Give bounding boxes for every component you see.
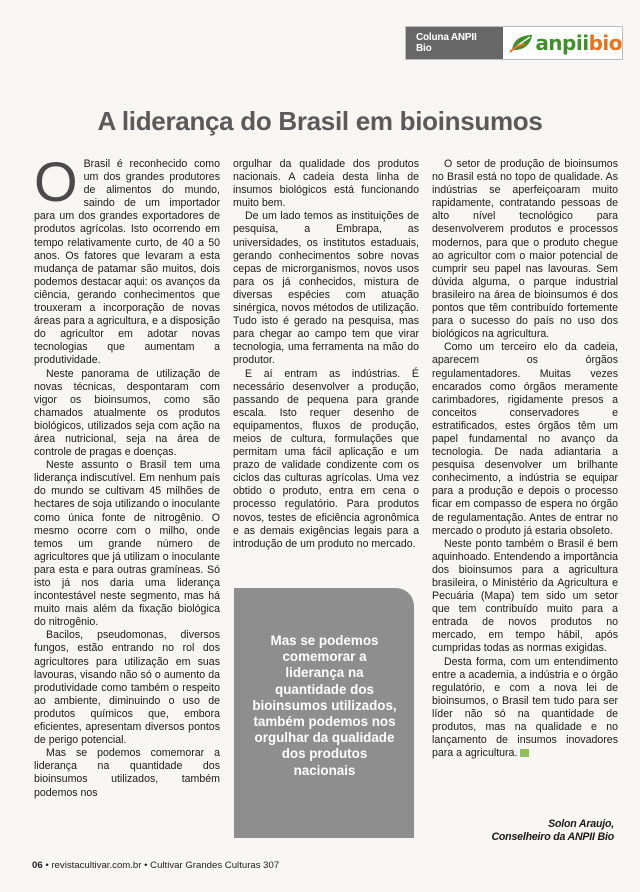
paragraph-text: Desta forma, com um entendimento entre a academia, a indústria e o órgão regulatório, e com a nova lei de bioinsumos, o Brasil tem tudo para ser líder não só na quantidade de produtos, mas na qualidade e no lançamento de insumos inovadores para a agricultura. <box>432 655 618 760</box>
paragraph: O setor de produção de bioinsumos no Brasil está no topo de qualidade. As indústrias se aperfeiçoaram muito rapidamente, contratando pessoas de alto nível tecnológico para desenvolverem produtos e processos modernos, para que o produto chegue ao agricultor com o maior potencial de cumprir seu papel nas lavouras. Sem dúvida alguma, o parque industrial brasileiro na área de bioinsumos é dos pontos que têm contribuído fortemente para o sucesso do país no uso dos biológicos na agricultura. <box>432 158 618 341</box>
drop-cap: O <box>34 150 78 213</box>
author-role: Conselheiro da ANPII Bio <box>491 831 614 843</box>
logo-text-anpii: anpii <box>535 31 589 55</box>
end-of-article-icon <box>520 749 529 757</box>
article-title: A liderança do Brasil em bioinsumos <box>97 106 543 136</box>
column-header <box>405 26 623 60</box>
author-signature <box>491 818 614 844</box>
paragraph <box>34 150 220 368</box>
paragraph: orgulhar da qualidade dos produtos nacionais. A cadeia desta linha de insumos biológicos está funcionando muito bem. <box>233 158 419 210</box>
paragraph: Mas se podemos comemorar a liderança na quantidade dos bioinsumos utilizados, também podemos nos <box>34 747 220 799</box>
logo-text-bio: bio <box>588 31 622 55</box>
paragraph: Neste assunto o Brasil tem uma liderança indiscutível. Em nenhum país do mundo se cultivam 45 milhões de hectares de soja utilizando o inoculante como única fonte de nitrogênio. O mesmo ocorre com o milho, onde temos um grande número de agricultores que já utilizam o inoculante para esta e para outras gramíneas. Só isto já nos daria uma liderança incontestável neste segmento, mas há muito mais além da fixação biológica do nitrogênio. <box>34 459 220 629</box>
pull-quote: Mas se podemos comemorar a liderança na quantidade dos bioinsumos utilizados, também podemos nos orgulhar da qualidade dos produtos nacionais <box>252 633 397 778</box>
footer-text: • revistacultivar.com.br • Cultivar Grandes Culturas 307 <box>42 860 280 871</box>
author-name: Solon Araujo, <box>548 818 614 830</box>
paragraph: Bacilos, pseudomonas, diversos fungos, estão entrando no rol dos agricultores para utilização em suas lavouras, visando não só o aumento da produtividade como também o respeito ao ambiente, diminuindo o uso de produtos químicos que, embora eficientes, apresentam diversos pontos de perigo potencial. <box>34 629 220 747</box>
article-column-3 <box>432 158 618 760</box>
article-column-1 <box>34 150 220 800</box>
anpii-bio-logo <box>503 27 622 59</box>
paragraph: Neste panorama de utilização de novas técnicas, despontaram com vigor os bioinsumos, como são chamados atualmente os produtos biológicos, utilizados seja com ação na área nutricional, seja na área de controle de pragas e doenças. <box>34 367 220 459</box>
article-column-2 <box>233 158 419 551</box>
paragraph: De um lado temos as instituições de pesquisa, a Embrapa, as universidades, os institutos estaduais, gerando conhecimentos sobre novas cepas de microrganismos, novos usos para os já conhecidos, mistura de diversas espécies com atuação sinérgica, novos métodos de utilização. Tudo isto é gerado na pesquisa, mas para chegar ao campo tem que virar tecnologia, uma ferramenta na mão do produtor. <box>233 210 419 367</box>
paragraph: E aí entram as indústrias. É necessário desenvolver a produção, passando de pequena para grande escala. Isto requer desenho de equipamentos, fluxos de produção, meios de cultura, formulações que permitam uma fácil aplicação e um prazo de validade condizente com os ciclos das culturas agrícolas. Uma vez obtido o produto, entra em cena o processo regulatório. Para produtos novos, testes de eficiência agronômica e as demais exigências legais para a introdução de um produto no mercado. <box>233 367 419 550</box>
paragraph-text: Brasil é reconhecido como um dos grandes produtores de alimentos do mundo, saindo de um importador para um dos grandes exportadores de produtos agrícolas. Isto ocorrendo em tempo relativamente curto, de 40 a 50 anos. Os fatores que levaram a esta mudança de patamar são muitos, dois podemos destacar aqui: os avanços da ciência, gerando conhecimentos que trouxeram a incorporação de novas áreas para a agricultura, e a disposição do agricultor em adotar novas tecnologias que aumentam a produtividade. <box>34 158 220 367</box>
page-number: 06 <box>32 860 43 871</box>
page-footer <box>32 860 279 871</box>
paragraph: Como um terceiro elo da cadeia, aparecem os órgãos regulamentadores. Muitas vezes encarados como órgãos meramente carimbadores, rigidamente presos a conceitos conservadores e estratificados, estes órgãos têm um papel fundamental no avanço da tecnologia. De nada adiantaria a pesquisa desenvolver um brilhante conhecimento, a indústria se equipar para a produção e depois o processo ficar em compasso de espera no órgão de regulamentação. Antes de entrar no mercado o produto já estaria obsoleto. <box>432 341 618 537</box>
paragraph: Neste ponto também o Brasil é bem aquinhoado. Entendendo a importância dos bioinsumos para a agricultura brasileira, o Ministério da Agricultura e Pecuária (Mapa) tem sido um setor que tem contribuído muito para a entrada de novos produtos no mercado, em tempo hábil, após cumpridas todas as normas exigidas. <box>432 537 618 655</box>
leaf-icon <box>509 32 535 54</box>
column-label: Coluna ANPII Bio <box>406 27 503 59</box>
paragraph <box>432 656 618 761</box>
